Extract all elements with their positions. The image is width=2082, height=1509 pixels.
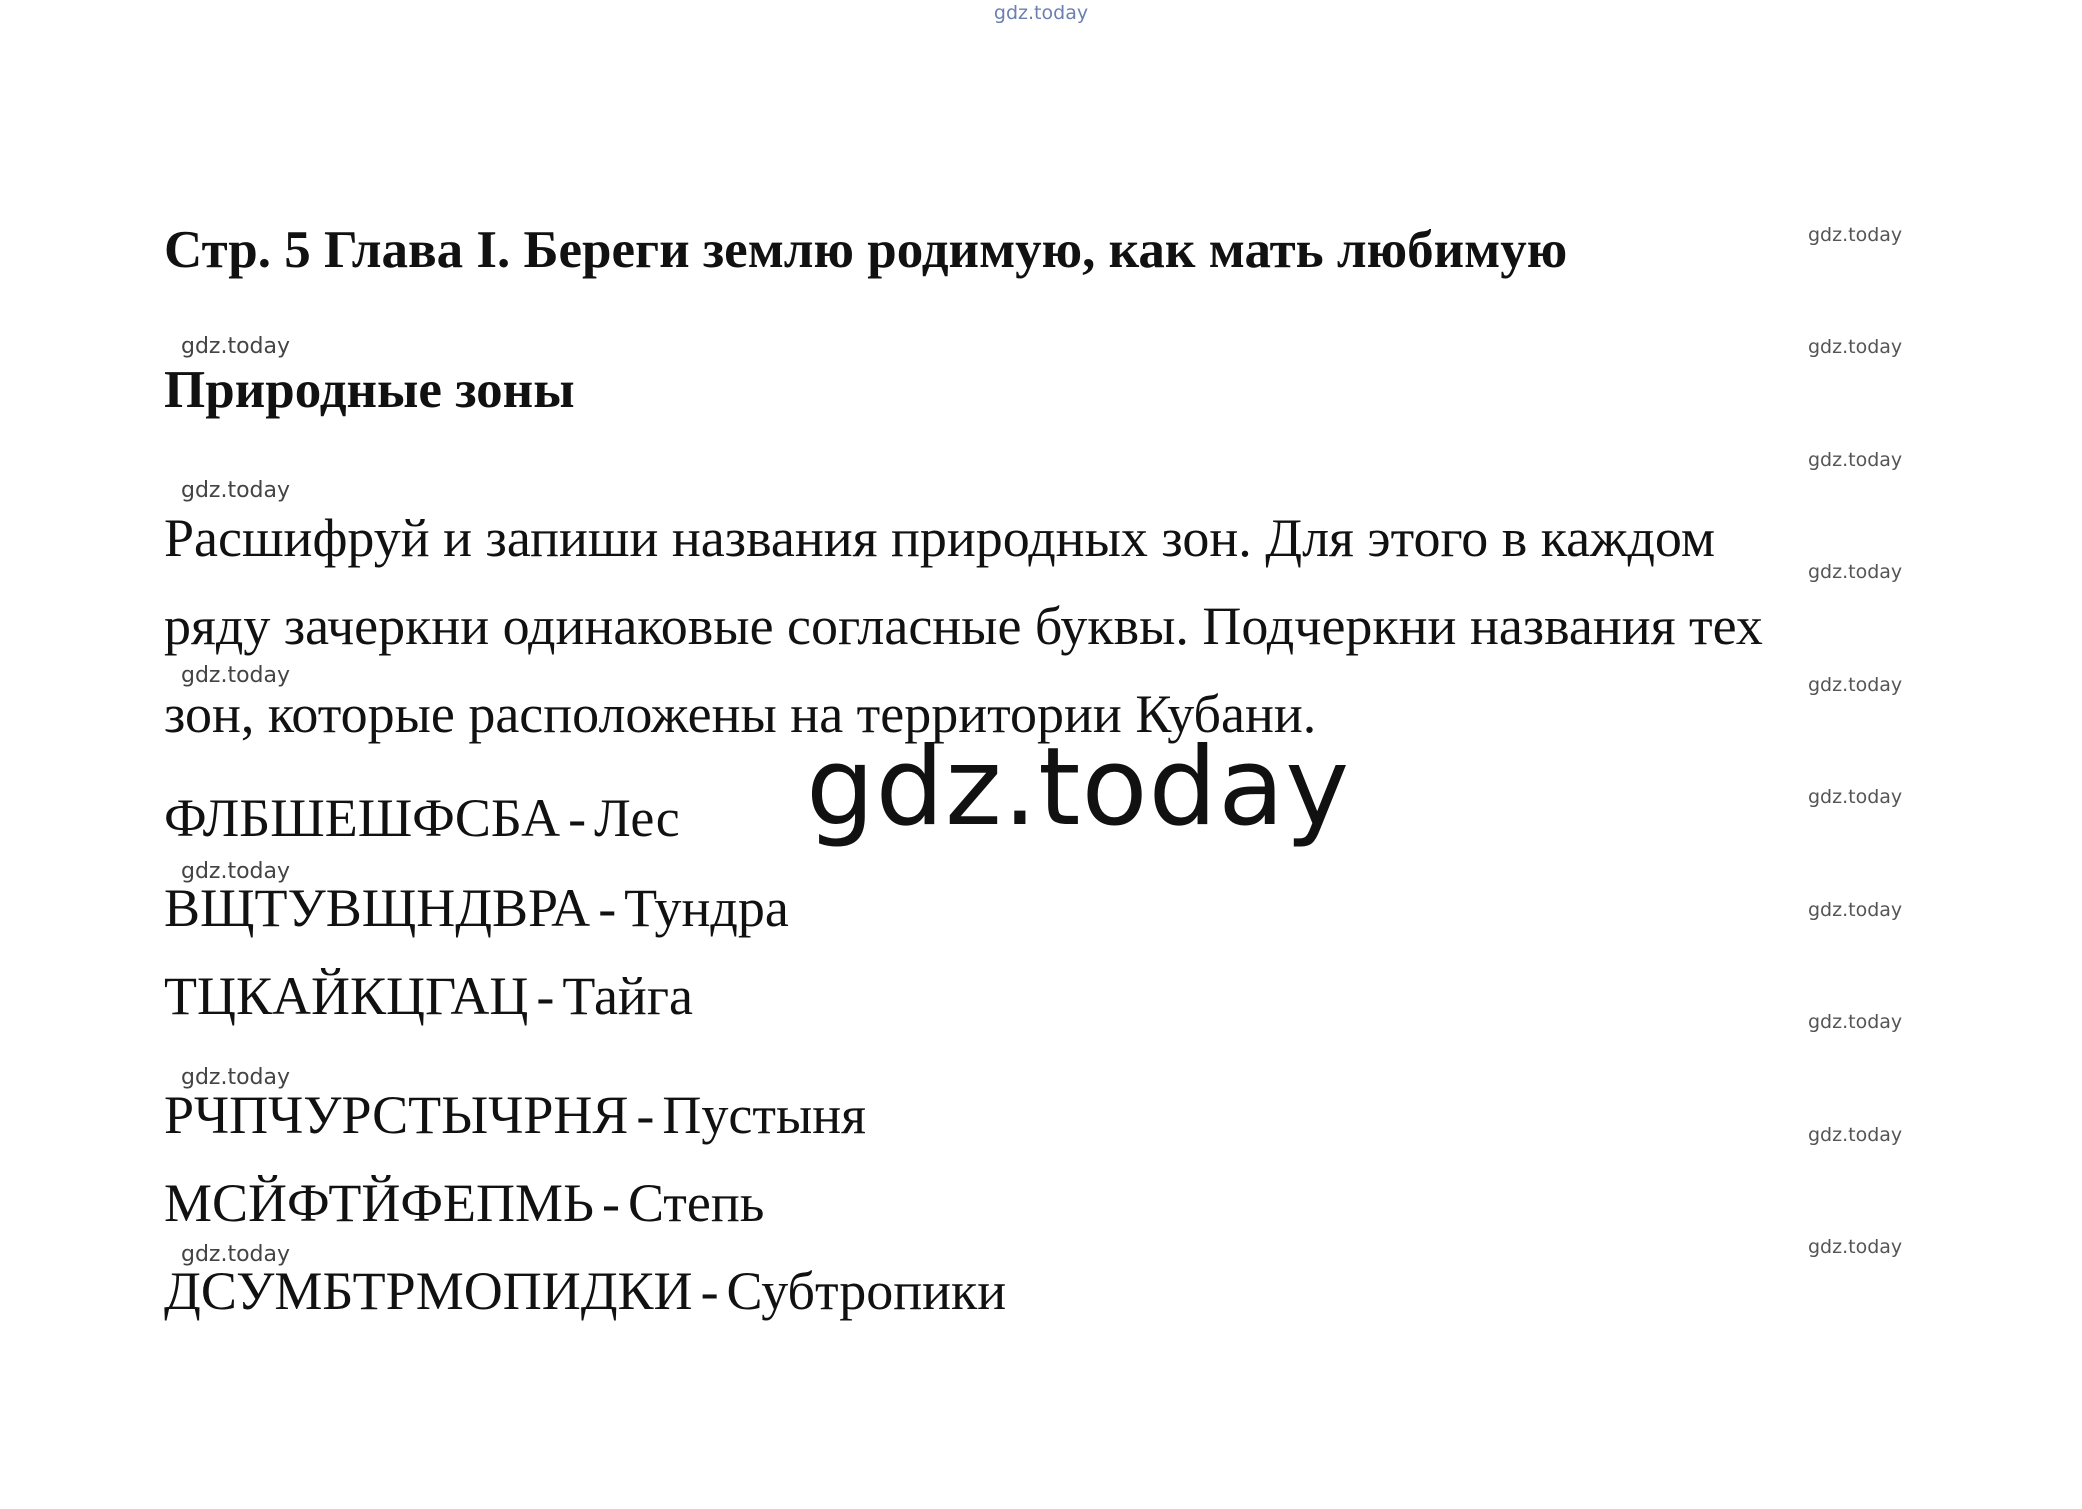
cipher-code: РЧПЧУРСТЫЧРНЯ <box>164 1085 629 1145</box>
zone-name: Тайга <box>562 966 693 1026</box>
answer-item <box>164 1173 765 1233</box>
watermark-small: gdz.today <box>1808 899 1903 921</box>
watermark-small: gdz.today <box>1808 449 1903 471</box>
answer-item <box>164 788 680 848</box>
dash: - <box>568 788 587 848</box>
dash: - <box>598 878 617 938</box>
zone-name: Тундра <box>624 878 789 938</box>
answer-item <box>164 878 789 938</box>
task-text <box>164 494 1944 758</box>
watermark-small: gdz.today <box>1808 561 1903 583</box>
section-heading: Природные зоны <box>164 361 575 419</box>
dash: - <box>636 1085 655 1145</box>
zone-name: Лес <box>594 788 680 848</box>
watermark-small: gdz.today <box>1808 1236 1903 1258</box>
cipher-code: ФЛБШЕШФСБА <box>164 788 561 848</box>
task-line: Расшифруй и запиши названия природных зон. Для этого в каждом <box>164 508 1716 568</box>
watermark-small: gdz.today <box>181 478 291 503</box>
watermark-small: gdz.today <box>1808 674 1903 696</box>
zone-name: Субтропики <box>726 1261 1007 1321</box>
dash: - <box>536 966 555 1026</box>
dash: - <box>602 1173 620 1233</box>
cipher-code: ТЦКАЙКЦГАЦ <box>164 966 529 1026</box>
top-watermark: gdz.today <box>993 2 1089 24</box>
cipher-code: МСЙФТЙФЕПМЬ <box>164 1173 594 1233</box>
zone-name: Степь <box>627 1173 765 1233</box>
watermark-small: gdz.today <box>181 859 291 884</box>
watermark-small: gdz.today <box>181 334 291 359</box>
task-line: зон, которые расположены на территории Кубани. <box>164 684 1317 744</box>
dash: - <box>700 1261 719 1321</box>
watermark-small: gdz.today <box>1808 336 1903 358</box>
watermark-small: gdz.today <box>181 663 291 688</box>
answer-item <box>164 966 693 1026</box>
answer-item <box>164 1261 1007 1321</box>
watermark-small: gdz.today <box>1808 1124 1903 1146</box>
watermark-small: gdz.today <box>181 1242 291 1267</box>
watermark-small: gdz.today <box>1808 1011 1903 1033</box>
cipher-code: ВЩТУВЩНДВРА <box>164 878 591 938</box>
watermark-small: gdz.today <box>1808 224 1903 246</box>
watermark-small: gdz.today <box>1808 786 1903 808</box>
watermark-small: gdz.today <box>181 1065 291 1090</box>
zone-name: Пустыня <box>662 1085 866 1145</box>
answer-item <box>164 1085 866 1145</box>
task-line: ряду зачеркни одинаковые согласные буквы. Подчеркни названия тех <box>164 596 1763 656</box>
watermark-large: gdz.today <box>806 725 1351 850</box>
cipher-code: ДСУМБТРМОПИДКИ <box>164 1261 693 1321</box>
chapter-heading: Стр. 5 Глава I. Береги землю родимую, как мать любимую <box>164 221 1568 279</box>
